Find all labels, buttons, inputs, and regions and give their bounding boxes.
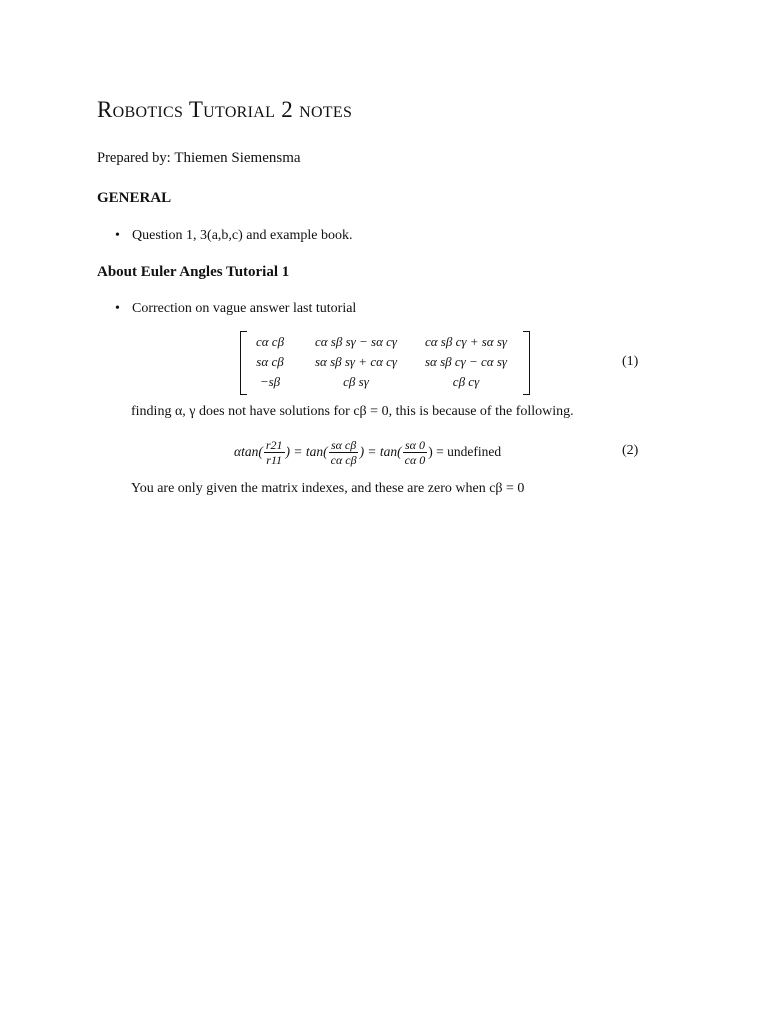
bullet-icon: • bbox=[115, 228, 120, 243]
bullet-text: Question 1, 3(a,b,c) and example book. bbox=[132, 228, 353, 243]
fraction-numerator: r21 bbox=[265, 437, 283, 452]
matrix-cell: sα cβ bbox=[256, 354, 284, 369]
author-name: Thiemen Siemensma bbox=[174, 150, 301, 166]
list-item-euler bbox=[115, 301, 356, 317]
prepared-by-line bbox=[97, 150, 301, 167]
matrix-cell: cβ cγ bbox=[452, 374, 480, 389]
matrix-cell: cβ sγ bbox=[343, 374, 369, 389]
matrix-right-bracket bbox=[523, 331, 530, 395]
matrix-cell: cα sβ cγ + sα sγ bbox=[424, 334, 508, 349]
bullet-icon: • bbox=[115, 301, 120, 316]
fraction-r21-r11 bbox=[264, 438, 285, 467]
matrix-cell: sα sβ sγ + cα cγ bbox=[314, 354, 398, 369]
fraction-numerator: sα cβ bbox=[330, 437, 357, 452]
document-title: Robotics Tutorial 2 notes bbox=[97, 97, 353, 122]
fraction-sa0-ca0 bbox=[403, 438, 428, 467]
paragraph-finding: finding α, γ does not have solutions for cβ = 0, this is because of the following. bbox=[131, 404, 574, 419]
equation-number-2: (2) bbox=[622, 443, 639, 458]
eq-text: ) = undefined bbox=[428, 444, 502, 459]
prepared-label: Prepared by: bbox=[97, 150, 171, 166]
eq-text: ) = tan( bbox=[285, 444, 328, 459]
matrix-cell: sα sβ cγ − cα sγ bbox=[424, 354, 508, 369]
fraction-numerator: sα 0 bbox=[405, 437, 425, 452]
fraction-denominator: cα cβ bbox=[330, 452, 357, 467]
rotation-matrix bbox=[240, 331, 530, 393]
bullet-text: Correction on vague answer last tutorial bbox=[132, 301, 357, 316]
eq-text: ) = tan( bbox=[359, 444, 402, 459]
eq-text: αtan( bbox=[234, 444, 263, 459]
matrix-cell: −sβ bbox=[259, 374, 281, 389]
equation-number-1: (1) bbox=[622, 354, 639, 369]
section-heading-euler: About Euler Angles Tutorial 1 bbox=[97, 264, 290, 280]
paragraph-matrix-indexes: You are only given the matrix indexes, and these are zero when cβ = 0 bbox=[131, 481, 525, 496]
matrix-cell: cα cβ bbox=[255, 334, 285, 349]
fraction-denominator: cα 0 bbox=[404, 452, 426, 467]
section-heading-general: GENERAL bbox=[97, 190, 172, 206]
equation-2 bbox=[234, 434, 501, 470]
fraction-sacb-cacb bbox=[329, 438, 359, 467]
matrix-cell: cα sβ sγ − sα cγ bbox=[314, 334, 398, 349]
fraction-denominator: r11 bbox=[266, 452, 283, 467]
matrix-left-bracket bbox=[240, 331, 247, 395]
list-item-general bbox=[115, 228, 352, 244]
